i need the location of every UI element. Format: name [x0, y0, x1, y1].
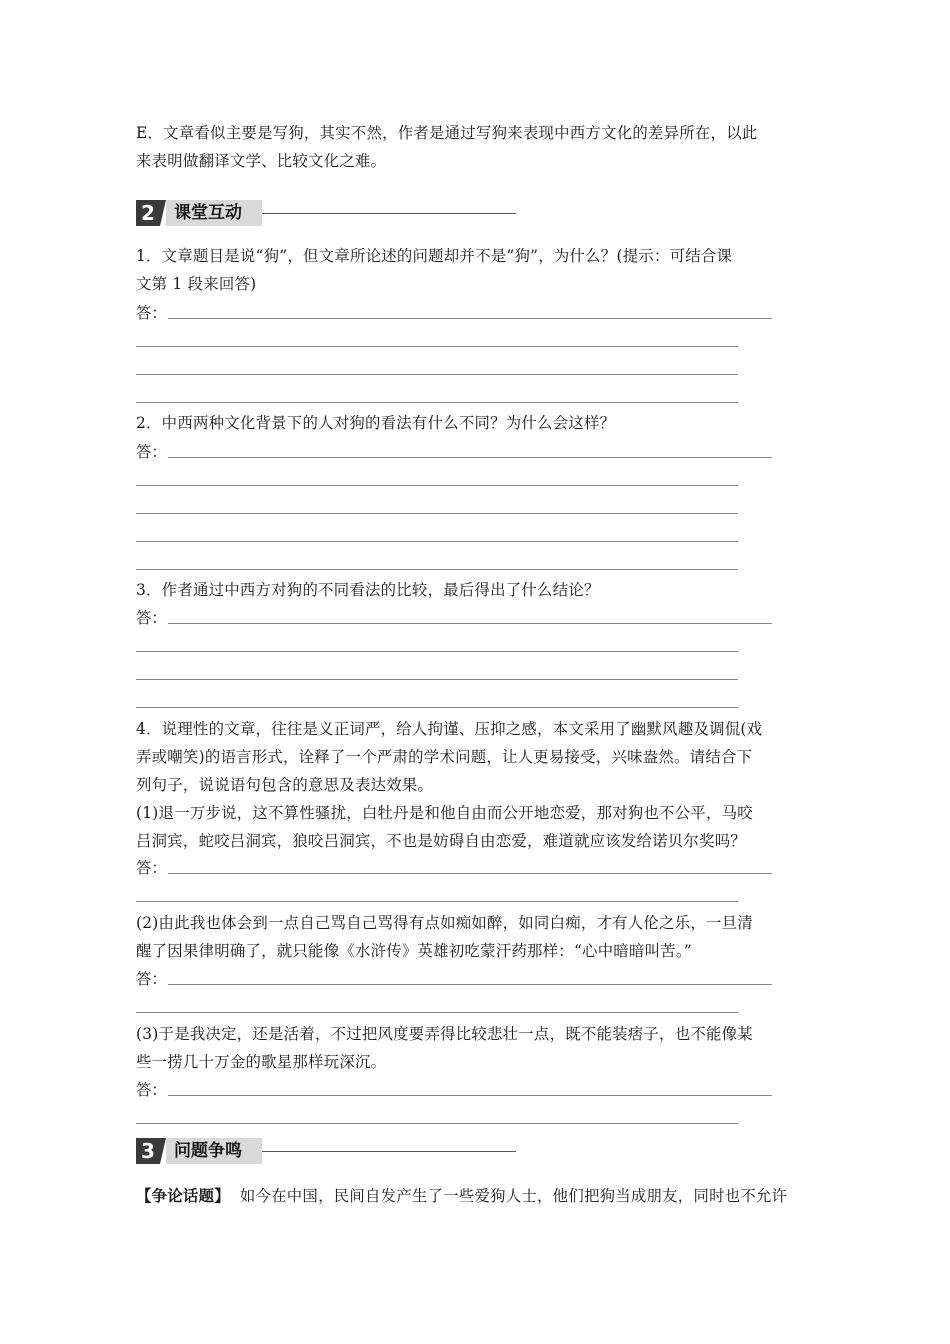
answer-line[interactable] [136, 374, 738, 375]
section-number: 3 [136, 1138, 160, 1164]
answer-line[interactable] [168, 318, 772, 319]
answer-line[interactable] [136, 485, 738, 486]
answer-line[interactable] [136, 569, 738, 570]
answer-label: 答： [136, 1081, 167, 1099]
answer-line[interactable] [136, 1123, 738, 1124]
answer-line[interactable] [136, 679, 738, 680]
answer-line[interactable] [136, 901, 738, 902]
answer-line[interactable] [168, 873, 772, 874]
question-4 [136, 715, 814, 855]
section-title: 课堂互动 [166, 200, 262, 226]
question-line: 列句子，说说语句包含的意思及表达效果。 [136, 776, 434, 794]
debate-topic [136, 1182, 814, 1210]
question-3 [136, 576, 814, 604]
answer-line[interactable] [168, 623, 772, 624]
answer-line[interactable] [136, 513, 738, 514]
answer-line[interactable] [136, 707, 738, 708]
answer-label: 答： [136, 609, 167, 627]
debate-line [136, 1182, 814, 1210]
answer-line[interactable] [168, 457, 772, 458]
section-number: 2 [136, 200, 160, 226]
sentence-2 [136, 909, 814, 965]
answer-line[interactable] [168, 984, 772, 985]
sentence-3 [136, 1020, 814, 1076]
answer-label: 答： [136, 304, 167, 322]
question-line: 3．作者通过中西方对狗的不同看法的比较，最后得出了什么结论？ [136, 581, 600, 599]
answer-line[interactable] [136, 541, 738, 542]
answer-line[interactable] [136, 346, 738, 347]
sentence-3-line: 些一捞几十万金的歌星那样玩深沉。 [136, 1053, 387, 1071]
answer-label: 答： [136, 859, 167, 877]
answer-label: 答： [136, 970, 167, 988]
answer-line[interactable] [136, 651, 738, 652]
sentence-3-line: (3)于是我决定，还是活着，不过把风度要弄得比较悲壮一点，既不能装痞子，也不能像某 [136, 1025, 753, 1043]
sentence-1-line: 吕洞宾，蛇咬吕洞宾，狼咬吕洞宾，不也是妨碍自由恋爱，难道就应该发给诺贝尔奖吗？ [136, 832, 746, 850]
question-2 [136, 409, 814, 437]
question-line: 1．文章题目是说“狗”，但文章所论述的问题却并不是“狗”，为什么？(提示：可结合课 [136, 247, 733, 265]
sentence-2-line: (2)由此我也体会到一点自己骂自己骂得有点如痴如醉，如同白痴，才有人伦之乐，一旦清 [136, 914, 753, 932]
debate-text: 如今在中国，民间自发产生了一些爱狗人士，他们把狗当成朋友，同时也不允许 [239, 1187, 788, 1205]
debate-tag: 【争论话题】 [136, 1187, 230, 1205]
question-line: 弄或嘲笑)的语言形式，诠释了一个严肃的学术问题，让人更易接受，兴味盎然。请结合下 [136, 748, 753, 766]
option-e-line: 来表明做翻译文学、比较文化之难。 [136, 152, 387, 170]
question-1 [136, 242, 814, 298]
option-e-line: E．文章看似主要是写狗，其实不然，作者是通过写狗来表现中西方文化的差异所在，以此 [136, 124, 758, 142]
option-e [136, 119, 814, 175]
question-line: 文第 1 段来回答) [136, 275, 257, 293]
sentence-2-line: 醒了因果律明确了，就只能像《水浒传》英雄初吃蒙汗药那样：“心中暗暗叫苦。” [136, 942, 692, 960]
question-line: 2．中西两种文化背景下的人对狗的看法有什么不同？为什么会这样？ [136, 414, 616, 432]
answer-label: 答： [136, 443, 167, 461]
sentence-1-line: (1)退一万步说，这不算性骚扰，白牡丹是和他自由而公开地恋爱，那对狗也不公平，马咬 [136, 804, 753, 822]
answer-line[interactable] [136, 1012, 738, 1013]
question-line: 4．说理性的文章，往往是义正词严，给人拘谨、压抑之感，本文采用了幽默风趣及调侃(戏 [136, 720, 763, 738]
answer-line[interactable] [136, 402, 738, 403]
section-title: 问题争鸣 [166, 1138, 262, 1164]
section-divider [262, 1151, 516, 1152]
section-divider [262, 213, 516, 214]
answer-line[interactable] [168, 1095, 772, 1096]
